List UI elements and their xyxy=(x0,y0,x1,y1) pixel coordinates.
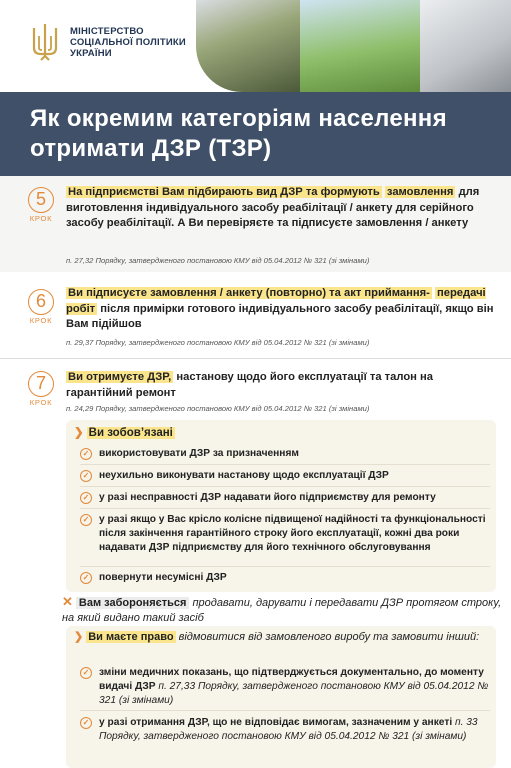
rights-item: ✓ зміни медичних показань, що підтверджується документально, до моменту видачі ДЗР п. 27,33 Порядку, затвердженого постановою КМУ від 05.04.2012 № 321 (зі змінами) xyxy=(80,666,490,708)
step-text: На підприємстві Вам підбирають вид ДЗР та формують замовлення для виготовлення індивідуального засобу реабілітації / анкету для серійного засобу реабілітації. А Ви перевіряєте та підписуєте замовлення / анкету xyxy=(66,186,480,229)
chevron-right-icon: ❯ xyxy=(74,631,84,643)
signing-photo xyxy=(420,0,511,92)
divider xyxy=(0,358,511,359)
obligations-heading: ❯ Ви зобов’язані xyxy=(74,427,173,439)
check-circle-icon: ✓ xyxy=(80,514,92,526)
step-6 xyxy=(0,280,511,356)
page-title: Як окремим категоріям населення отримати ДЗР (ТЗР) xyxy=(30,105,447,162)
obligation-item: ✓ повернути несумісні ДЗР xyxy=(80,571,490,585)
check-circle-icon: ✓ xyxy=(80,572,92,584)
obligation-item: ✓ у разі якщо у Вас крісло колісне підвищеної надійності та функціональності після закінчення гарантійного строку його експлуатації, кожні два роки надавати ДЗР підприємству для його технічного обслуговування xyxy=(80,513,490,555)
rights-item: ✓ у разі отримання ДЗР, що не відповідає вимогам, зазначеним у анкеті п. 33 Порядку, затвердженого постановою КМУ від 05.04.2012 № 321 (зі змінами) xyxy=(80,716,490,744)
step-text: Ви отримуєте ДЗР, настанову щодо його експлуатації та талон на гарантійний ремонт xyxy=(66,371,434,399)
rights-card xyxy=(66,626,496,768)
step-5 xyxy=(0,176,511,272)
divider xyxy=(80,566,490,567)
chevron-right-icon: ❯ xyxy=(74,427,84,439)
title-band xyxy=(0,92,511,176)
check-circle-icon: ✓ xyxy=(80,470,92,482)
divider xyxy=(80,464,490,465)
rights-heading: ❯ Ви маєте право відмовитися від замовленого виробу та замовити інший: xyxy=(74,631,480,643)
step-ref: п. 24,29 Порядку, затвердженого постановою КМУ від 05.04.2012 № 321 (зі змінами) xyxy=(66,404,370,413)
obligation-item: ✓ у разі несправності ДЗР надавати його підприємству для ремонту xyxy=(80,491,490,505)
forbidden-block: ✕ Вам забороняється продавати, дарувати і передавати ДЗР протягом строку, на який видано такий засіб xyxy=(62,594,502,624)
prosthesis-photo xyxy=(300,0,420,92)
check-circle-icon: ✓ xyxy=(80,492,92,504)
header xyxy=(0,0,511,92)
divider xyxy=(80,508,490,509)
obligation-item: ✓ використовувати ДЗР за призначенням xyxy=(80,447,490,461)
cross-icon: ✕ xyxy=(62,594,73,609)
check-circle-icon: ✓ xyxy=(80,717,92,729)
obligation-item: ✓ неухильно виконувати настанову щодо експлуатації ДЗР xyxy=(80,469,490,483)
divider xyxy=(80,486,490,487)
step-ref: п. 27,32 Порядку, затвердженого постановою КМУ від 05.04.2012 № 321 (зі змінами) xyxy=(66,256,370,265)
check-circle-icon: ✓ xyxy=(80,667,92,679)
wheelchair-photo xyxy=(196,0,300,92)
step-text: Ви підписуєте замовлення / анкету (повторно) та акт приймання- передачі робіт після примірки готового індивідуального засобу реабілітації, якщо він Вам підійшов xyxy=(66,287,494,330)
check-circle-icon: ✓ xyxy=(80,448,92,460)
step-ref: п. 29,37 Порядку, затвердженого постановою КМУ від 05.04.2012 № 321 (зі змінами) xyxy=(66,338,370,347)
obligations-card xyxy=(66,420,496,592)
step-number: 5 КРОК xyxy=(29,189,53,223)
trident-icon xyxy=(30,22,60,62)
divider xyxy=(80,710,490,711)
step-number: 6 КРОК xyxy=(29,291,53,325)
ministry-name: МІНІСТЕРСТВО СОЦІАЛЬНОЇ ПОЛІТИКИ УКРАЇНИ xyxy=(70,26,186,59)
step-number: 7 КРОК xyxy=(29,373,53,407)
